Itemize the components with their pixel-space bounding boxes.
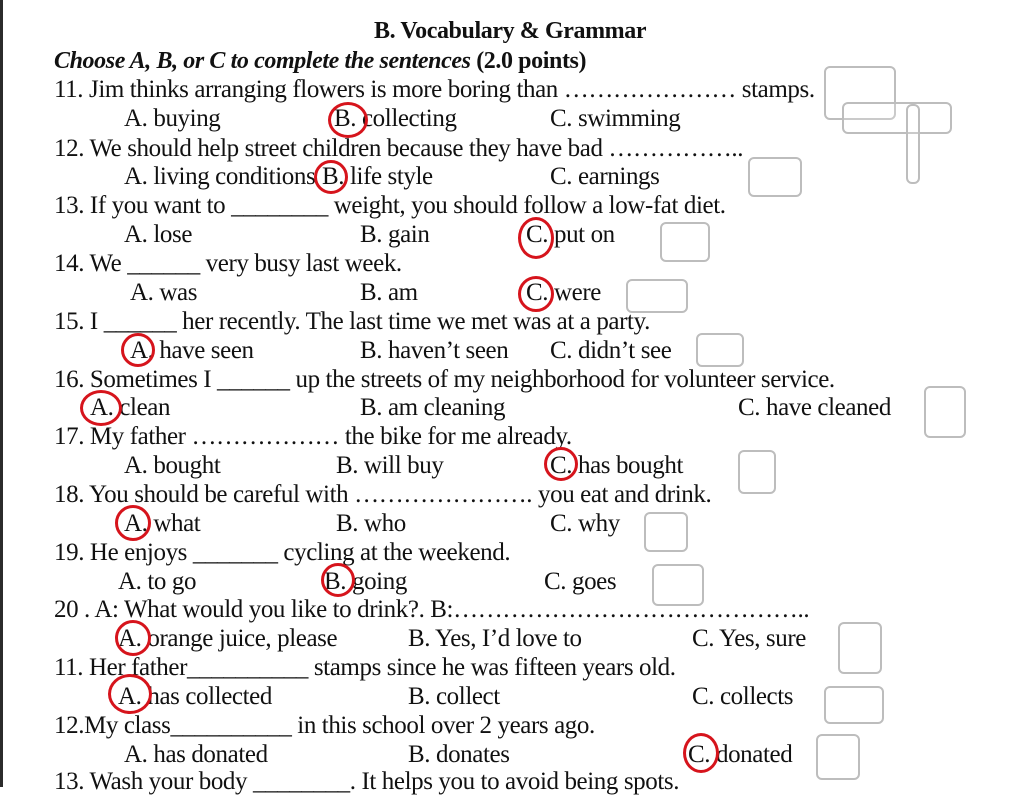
question-number: 18.	[54, 481, 85, 508]
question-text: I ______ her recently. The last time we met was at a party.	[89, 308, 650, 335]
option-b: B. collect	[408, 683, 500, 710]
option-a: A. buying	[124, 105, 221, 132]
option-c: C. why	[550, 510, 620, 537]
instruction-text: Choose A, B, or C to complete the sentences	[54, 48, 471, 74]
option-b: B. haven’t seen	[360, 337, 509, 364]
question-stem	[54, 76, 815, 104]
answer-circle	[328, 102, 368, 138]
instruction	[54, 47, 586, 75]
option-a: A. what	[124, 510, 201, 537]
option-b: B. donates	[408, 741, 510, 768]
answer-box[interactable]	[924, 386, 966, 438]
option-a: A. have seen	[130, 337, 254, 364]
answer-box[interactable]	[626, 279, 688, 313]
question-number: 16.	[54, 366, 85, 393]
answer-box[interactable]	[906, 104, 920, 184]
answer-box[interactable]	[824, 686, 884, 724]
option-c: C. has bought	[550, 452, 683, 479]
answer-circle	[115, 620, 151, 656]
question-stem	[54, 481, 711, 509]
option-c: C. put on	[526, 221, 615, 248]
answer-box[interactable]	[738, 450, 776, 494]
question-text: Her father__________ stamps since he was fifteen years old.	[88, 654, 676, 681]
question-text: My class__________ in this school over 2 years ago.	[84, 712, 595, 739]
answer-circle	[121, 333, 155, 367]
question-number: 11.	[54, 76, 84, 103]
answer-box[interactable]	[838, 622, 882, 674]
answer-box[interactable]	[842, 102, 952, 134]
option-a: A. living conditions	[124, 163, 316, 190]
question-stem	[54, 768, 679, 796]
answer-circle	[314, 160, 348, 194]
question-number: 17.	[54, 423, 85, 450]
question-stem	[54, 250, 402, 278]
option-c: C. collects	[692, 683, 794, 710]
answer-circle	[115, 505, 151, 541]
question-number: 13.	[54, 192, 85, 219]
option-a: A. clean	[90, 394, 171, 421]
option-a: A. lose	[124, 221, 193, 248]
instruction-points: (2.0 points)	[476, 48, 587, 74]
answer-circle	[544, 447, 578, 481]
question-text: If you want to ________ weight, you should follow a low-fat diet.	[89, 192, 726, 219]
question-text: Wash your body ________. It helps you to avoid being spots.	[89, 768, 680, 795]
answer-box[interactable]	[816, 734, 860, 780]
question-stem	[54, 135, 743, 163]
question-text: He enjoys _______ cycling at the weekend.	[89, 539, 511, 566]
question-stem	[54, 539, 510, 567]
option-c: C. didn’t see	[550, 337, 672, 364]
answer-circle	[518, 217, 554, 259]
question-number: 15.	[54, 308, 85, 335]
answer-box[interactable]	[748, 157, 802, 197]
question-number: 12.	[54, 135, 85, 162]
question-text: My father ……………… the bike for me already.	[89, 423, 572, 450]
question-text: A: What would you like to drink?. B:……………………………………..	[94, 596, 810, 623]
question-number: 13.	[54, 768, 85, 795]
question-text: We ______ very busy last week.	[89, 250, 402, 277]
option-c: C. swimming	[550, 105, 681, 132]
question-text: Sometimes I ______ up the streets of my neighborhood for volunteer service.	[89, 366, 835, 393]
option-b: B. am	[360, 279, 418, 306]
answer-box[interactable]	[644, 512, 688, 552]
option-c: C. were	[526, 279, 601, 306]
page-left-edge	[0, 0, 3, 787]
option-b: B. life style	[322, 163, 433, 190]
option-a: A. was	[130, 279, 198, 306]
question-stem	[54, 308, 650, 336]
question-text: You should be careful with …………………. you eat and drink.	[89, 481, 712, 508]
answer-circle	[321, 563, 355, 597]
answer-circle	[108, 674, 152, 714]
option-b: B. going	[324, 568, 407, 595]
option-b: B. gain	[360, 221, 430, 248]
option-c: C. earnings	[550, 163, 660, 190]
option-c: C. goes	[544, 568, 617, 595]
question-stem	[54, 712, 595, 740]
answer-circle	[80, 390, 122, 426]
question-stem	[54, 366, 835, 394]
answer-circle	[518, 276, 554, 312]
answer-circle	[683, 733, 719, 773]
option-c: C. have cleaned	[738, 394, 891, 421]
answer-box[interactable]	[652, 564, 704, 606]
option-b: B. collecting	[334, 105, 457, 132]
answer-box[interactable]	[660, 222, 710, 262]
option-b: B. am cleaning	[360, 394, 506, 421]
question-number: 12.	[54, 712, 85, 739]
option-b: B. will buy	[336, 452, 444, 479]
question-stem	[54, 654, 676, 682]
question-number: 11.	[54, 654, 84, 681]
option-a: A. to go	[118, 568, 197, 595]
section-title: B. Vocabulary & Grammar	[374, 18, 647, 44]
question-number: 14.	[54, 250, 85, 277]
option-a: A. has collected	[118, 683, 272, 710]
option-b: B. Yes, I’d love to	[408, 625, 582, 652]
option-a: A. orange juice, please	[118, 625, 338, 652]
question-text: We should help street children because they have bad ……………..	[89, 135, 744, 162]
question-number: 19.	[54, 539, 85, 566]
question-stem	[54, 192, 726, 220]
option-a: A. bought	[124, 452, 221, 479]
option-c: C. Yes, sure	[692, 625, 806, 652]
answer-box[interactable]	[696, 333, 744, 367]
option-c: C. donated	[688, 741, 793, 768]
question-text: Jim thinks arranging flowers is more boring than ………………… stamps.	[88, 76, 815, 103]
question-stem	[54, 423, 572, 451]
option-b: B. who	[336, 510, 406, 537]
question-number: 20 .	[54, 596, 90, 623]
option-a: A. has donated	[124, 741, 268, 768]
